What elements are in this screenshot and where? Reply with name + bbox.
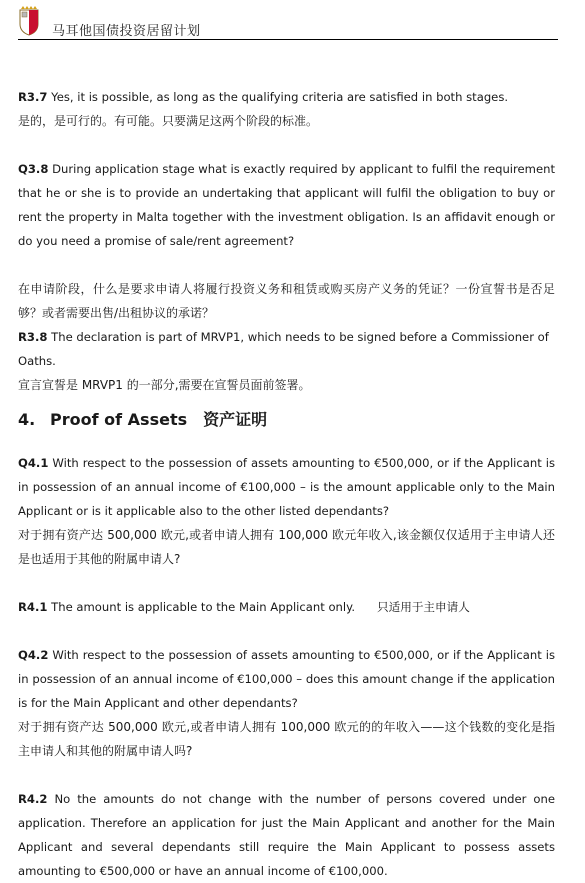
answer-text: Yes, it is possible, as long as the qualifying criteria are satisfied in both stages.: [51, 90, 509, 104]
answer-r3-7-en: [18, 85, 555, 109]
answer-text: The amount is applicable to the Main Applicant only.: [51, 600, 356, 614]
answer-text-zh: 只适用于主申请人: [377, 600, 470, 614]
question-q4-1-zh: 对于拥有资产达 500,000 欧元,或者申请人拥有 100,000 欧元年收入,该金额仅仅适用于主申请人还是也适用于其他的附属申请人?: [18, 528, 555, 566]
answer-r4-1: [18, 595, 555, 619]
question-text: With respect to the possession of assets amounting to €500,000, or if the Applicant is in possession of an annual income of €100,000 – is the amount applicable only to the Main Applicant or is it applicable also to the other listed dependants?: [18, 456, 556, 518]
malta-coat-of-arms-icon: [18, 6, 40, 36]
question-label: Q4.2: [18, 648, 49, 662]
question-label: Q4.1: [18, 456, 49, 470]
answer-label: R3.8: [18, 330, 48, 344]
section-title-zh: 资产证明: [203, 410, 268, 429]
header-title: 马耳他国债投资居留计划: [52, 24, 201, 39]
answer-text: The declaration is part of MRVP1, which needs to be signed before a Commissioner of Oaths.: [18, 330, 549, 368]
section-heading-proof-of-assets: [18, 397, 555, 439]
answer-r3-8-en: [18, 325, 555, 373]
section-title: Proof of Assets: [50, 410, 188, 429]
question-q3-8-zh: 在申请阶段，什么是要求申请人将履行投资义务和租赁或购买房产义务的凭证？一份宣誓书是否足够？或者需要出售/出租协议的承诺？: [18, 282, 555, 320]
question-q4-1-en: [18, 451, 555, 523]
question-text: With respect to the possession of assets amounting to €500,000, or if the Applicant is in possession of an annual income of €100,000 – does this amount change if the application is for the Main Applicant and other dependants?: [18, 648, 556, 710]
header-divider: [18, 39, 558, 40]
document-body: [18, 85, 555, 883]
question-label: Q3.8: [18, 162, 49, 176]
answer-r3-8-zh: 宣言宣誓是 MRVP1 的一部分,需要在宣誓员面前签署。: [18, 378, 311, 392]
question-q4-2-en: [18, 643, 555, 715]
question-q4-2-zh: 对于拥有资产达 500,000 欧元,或者申请人拥有 100,000 欧元的的年收入——这个钱数的变化是指主申请人和其他的附属申请人吗?: [18, 720, 555, 758]
page-header: [18, 6, 558, 40]
answer-r4-2-en: [18, 787, 555, 883]
question-q3-8-en: [18, 157, 555, 253]
answer-r3-7-zh: 是的，是可行的。有可能。只要满足这两个阶段的标准。: [18, 114, 319, 128]
answer-label: R3.7: [18, 90, 48, 104]
answer-label: R4.1: [18, 600, 48, 614]
answer-label: R4.2: [18, 792, 48, 806]
section-number: 4.: [18, 410, 36, 429]
answer-text: No the amounts do not change with the number of persons covered under one application. Therefore an application for just the Main Applicant and another for the Main Applicant and several dependants still require the Main Applicant to possess assets amounting to €500,000 or have an annual income of €100,000.: [18, 792, 556, 878]
question-text: During application stage what is exactly required by applicant to fulfil the requirement that he or she is to provide an undertaking that applicant will fulfil the obligation to buy or rent the property in Malta together with the investment obligation. Is an affidavit enough or do you need a promise of sale/rent agreement?: [18, 162, 555, 248]
